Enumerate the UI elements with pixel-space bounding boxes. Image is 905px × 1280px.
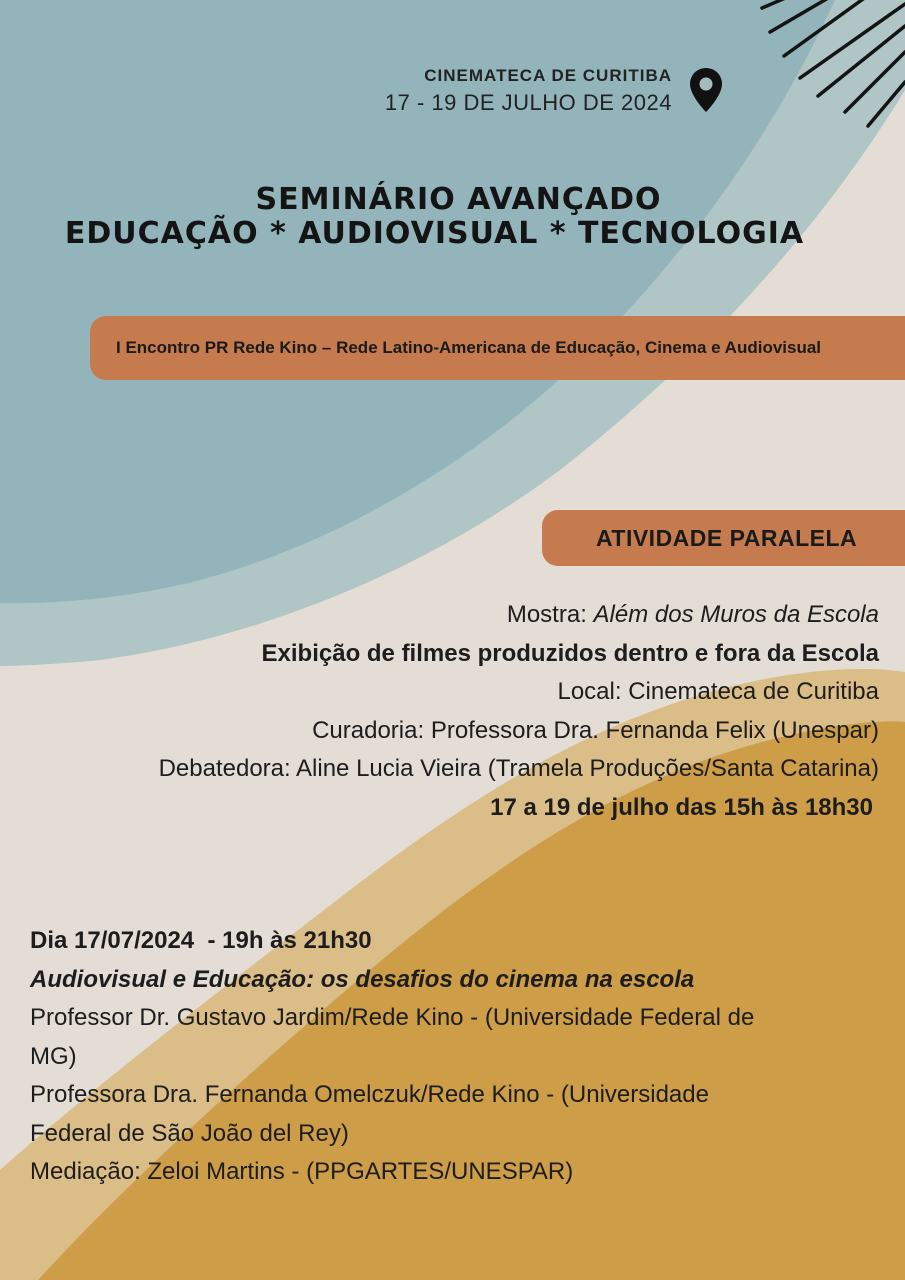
mediacao: Mediação: Zeloi Martins - (PPGARTES/UNESPAR) xyxy=(30,1158,574,1185)
dia-date: Dia 17/07/2024 - 19h às 21h30 xyxy=(30,927,372,954)
atividade-paralela-banner xyxy=(542,510,905,566)
mostra-line xyxy=(159,596,879,635)
speaker-1-line-2: MG) xyxy=(30,1042,77,1070)
seminar-title xyxy=(0,184,905,252)
dia-block xyxy=(30,922,880,1192)
encontro-banner xyxy=(90,316,905,380)
speaker-2-line-1: Professora Dra. Fernanda Omelczuk/Rede Kino - (Universidade xyxy=(30,1081,709,1108)
map-pin-icon xyxy=(688,66,724,114)
speaker-1-line-1: Professor Dr. Gustavo Jardim/Rede Kino - (Universidade Federal de xyxy=(30,1004,755,1031)
title-line-2: EDUCAÇÃO * AUDIOVISUAL * TECNOLOGIA xyxy=(64,216,805,251)
dia-theme: Audiovisual e Educação: os desafios do cinema na escola xyxy=(30,965,695,993)
mostra-datetime: 17 a 19 de julho das 15h às 18h30 xyxy=(490,793,873,821)
mostra-film-title: Além dos Muros da Escola xyxy=(593,601,879,628)
mostra-prefix: Mostra: xyxy=(506,601,594,628)
venue-name: CINEMATECA DE CURITIBA xyxy=(424,66,672,85)
mostra-block xyxy=(159,596,879,827)
event-dates: 17 - 19 DE JULHO DE 2024 xyxy=(384,90,672,115)
mostra-curadoria: Curadoria: Professora Dra. Fernanda Felix (Unespar) xyxy=(312,716,879,744)
encontro-text: I Encontro PR Rede Kino – Rede Latino-Americana de Educação, Cinema e Audiovisual xyxy=(116,338,822,357)
speaker-2-line-2: Federal de São João del Rey) xyxy=(30,1119,349,1147)
mostra-exhibition: Exibição de filmes produzidos dentro e fora da Escola xyxy=(261,639,879,667)
venue-block xyxy=(385,66,672,116)
mostra-local: Local: Cinemateca de Curitiba xyxy=(557,678,879,705)
atividade-label: ATIVIDADE PARALELA xyxy=(596,524,858,551)
mostra-debatedora: Debatedora: Aline Lucia Vieira (Tramela Produções/Santa Catarina) xyxy=(158,755,879,782)
title-line-1: SEMINÁRIO AVANÇADO xyxy=(255,182,662,217)
